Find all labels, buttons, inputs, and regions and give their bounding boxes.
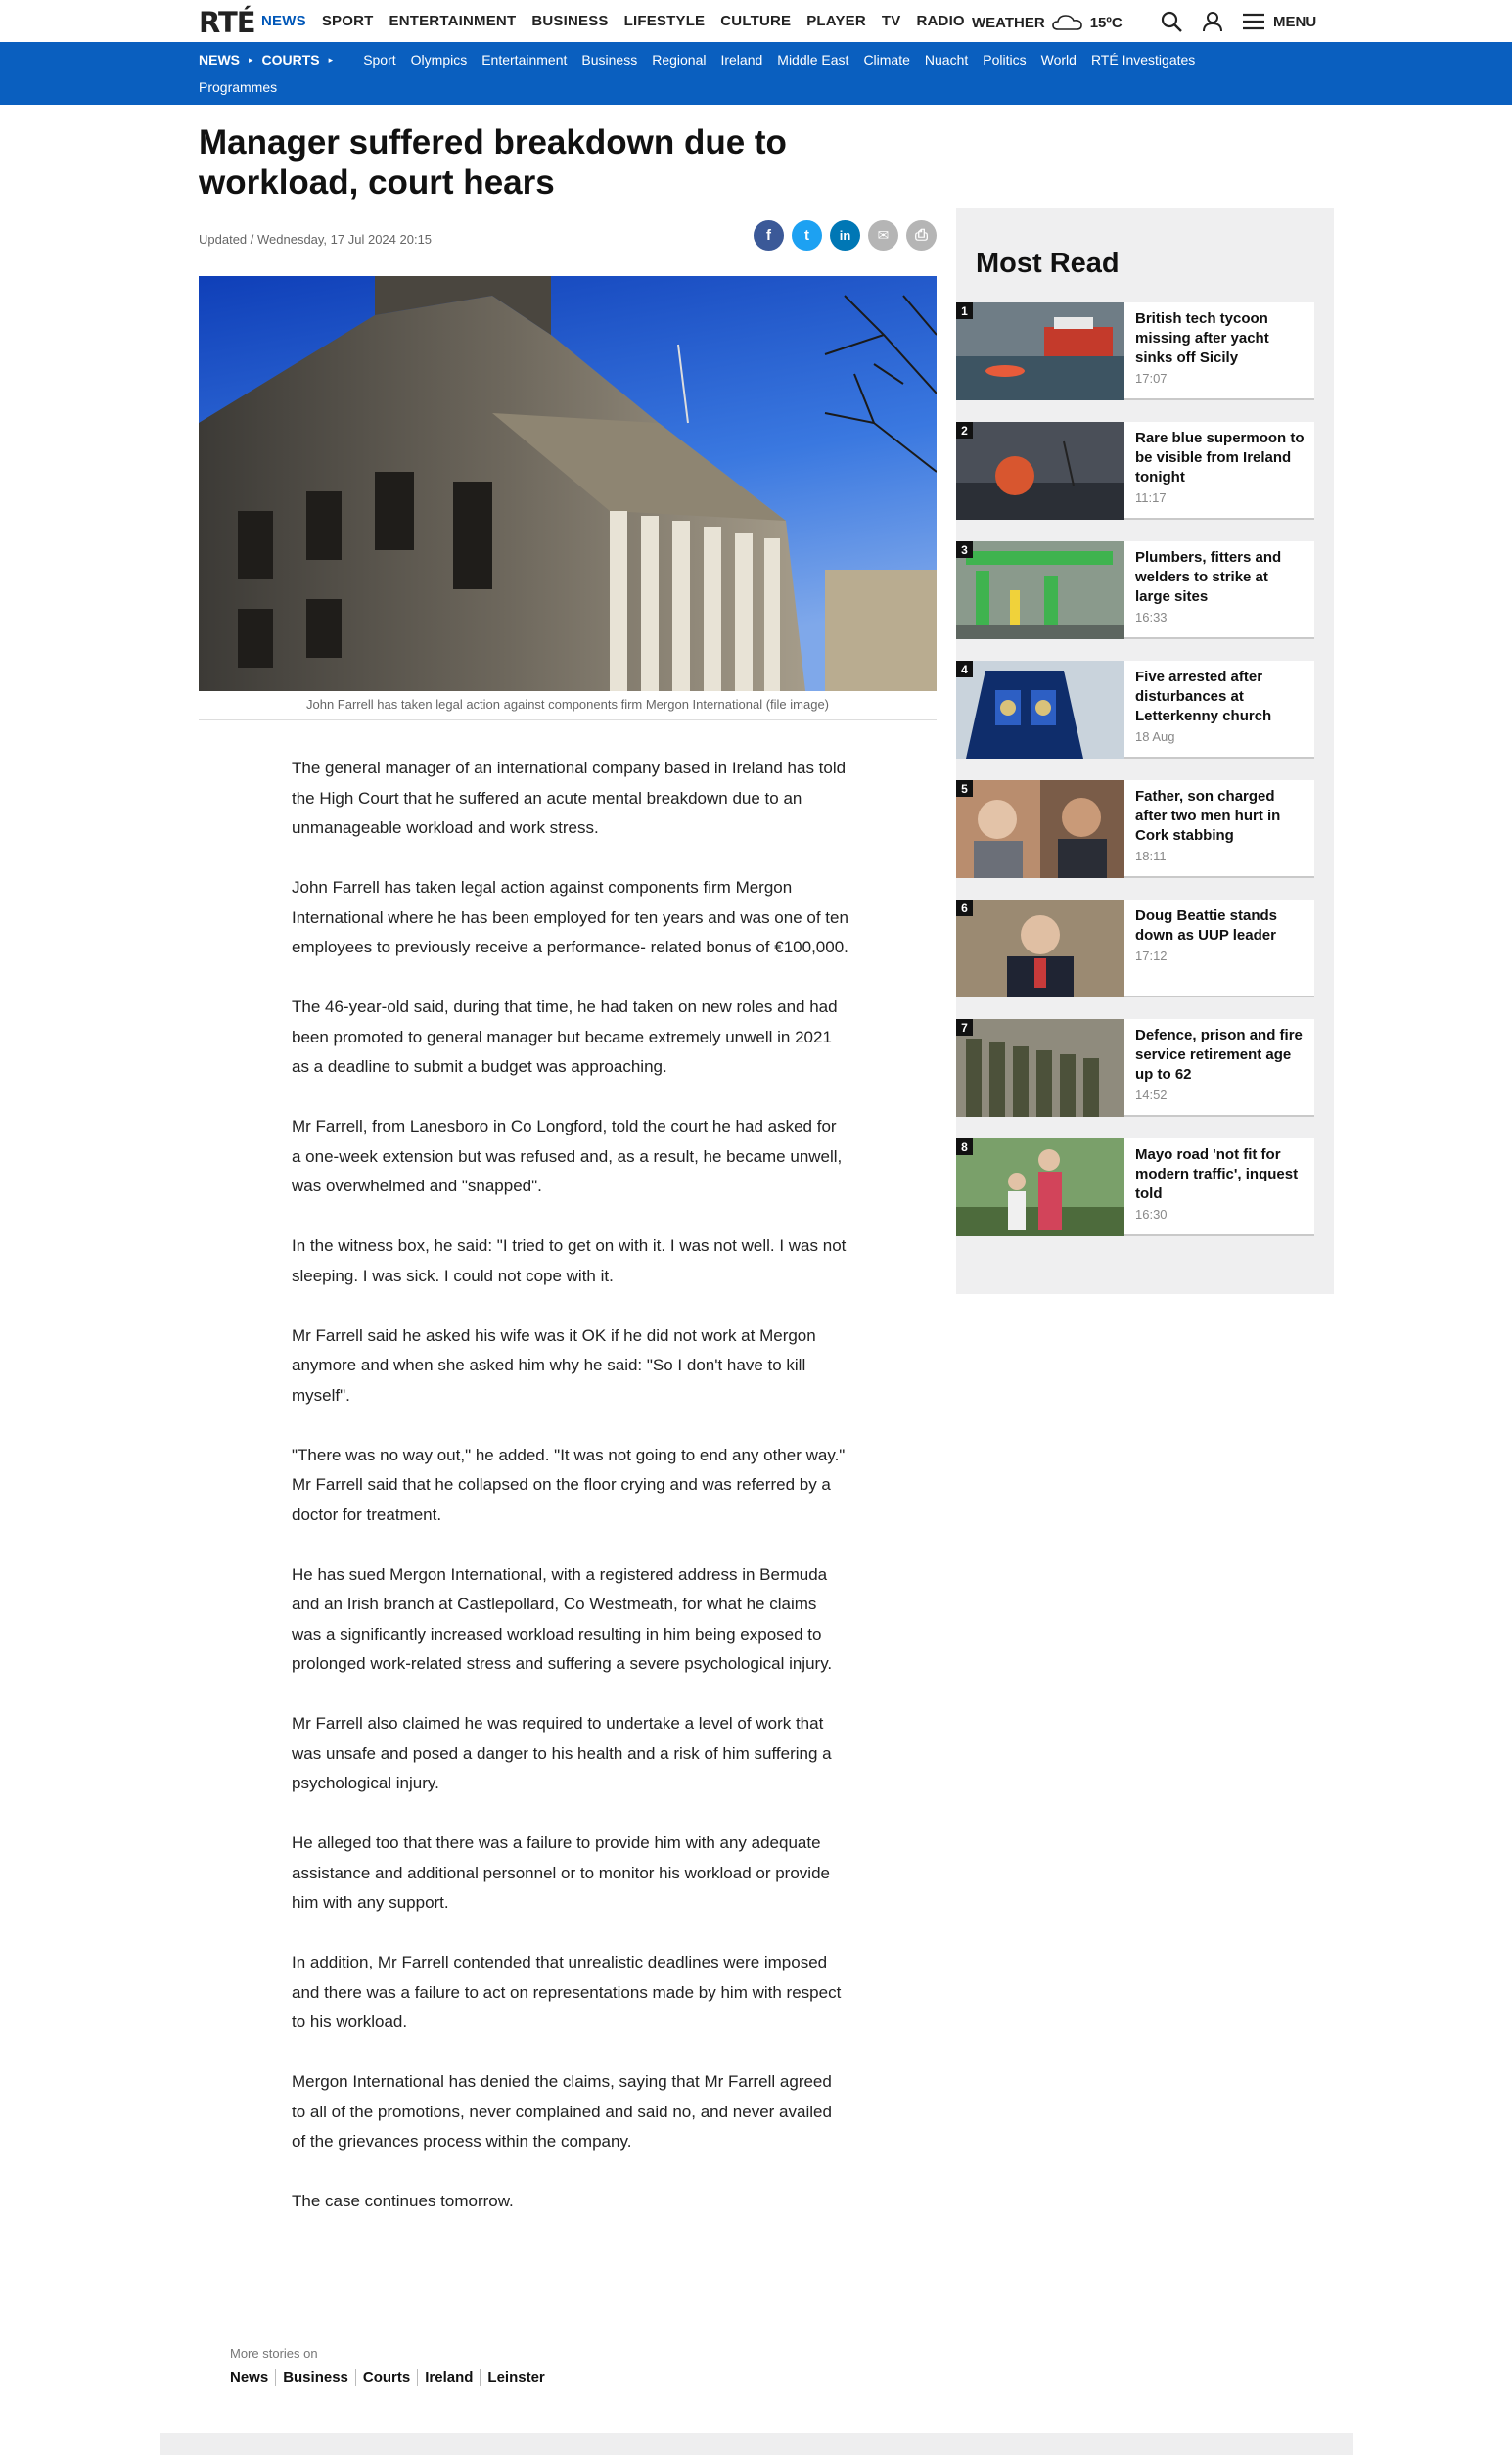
most-read-sidebar	[956, 208, 1334, 1294]
tag-news[interactable]: News	[230, 2369, 276, 2386]
more-stories	[230, 2346, 552, 2386]
most-read-text	[1135, 787, 1306, 863]
article-paragraph: He alleged too that there was a failure to provide him with any adequate assistance and additional personnel or to monitor his workload or provide him with any support.	[292, 1833, 830, 1912]
rank-badge: 6	[956, 900, 973, 916]
nav-lifestyle[interactable]: LIFESTYLE	[623, 13, 706, 29]
subnav-row	[199, 52, 1195, 68]
rank-badge: 8	[956, 1138, 973, 1155]
most-read-headline: Mayo road 'not fit for modern traffic', inquest told	[1135, 1146, 1299, 1202]
most-read-time: 17:12	[1135, 949, 1168, 963]
nav-news[interactable]: NEWS	[261, 13, 306, 29]
email-share-icon[interactable]: ✉	[868, 220, 898, 251]
article-paragraph: The 46-year-old said, during that time, he had taken on new roles and had been promoted to general manager but became extremely unwell in 2021 as a deadline to submit a budget was approaching.	[292, 997, 838, 1076]
article-paragraph: He has sued Mergon International, with a registered address in Bermuda and an Irish branch at Castlepollard, Co Westmeath, for what he claims was a significantly increased workload resulting in him being exposed to prolonged work-related stress and suffering a severe psychological injury.	[292, 1564, 833, 1673]
hamburger-menu-icon[interactable]	[1242, 10, 1265, 33]
nav-player[interactable]: PLAYER	[806, 13, 866, 29]
most-read-item[interactable]	[956, 1138, 1314, 1236]
most-read-item[interactable]	[956, 1019, 1314, 1117]
thumbnail	[956, 780, 1124, 878]
article-paragraph: In addition, Mr Farrell contended that unrealistic deadlines were imposed and there was a failure to act on representations made by him with respect to his workload.	[292, 1953, 842, 2031]
most-read-headline: British tech tycoon missing after yacht sinks off Sicily	[1135, 310, 1269, 366]
rank-badge: 1	[956, 302, 973, 319]
most-read-text	[1135, 906, 1306, 963]
subnav-ireland[interactable]: Ireland	[720, 52, 763, 68]
hero-image	[199, 276, 937, 691]
article-body	[292, 754, 849, 2247]
cloud-icon	[1051, 13, 1084, 32]
updated-timestamp: Updated / Wednesday, 17 Jul 2024 20:15	[199, 232, 433, 247]
rank-badge: 7	[956, 1019, 973, 1036]
article-paragraph: Mr Farrell said he asked his wife was it OK if he did not work at Mergon anymore and when she asked him why he said: "So I don't have to kill myself".	[292, 1325, 816, 1405]
most-read-time: 17:07	[1135, 371, 1168, 386]
most-read-item[interactable]	[956, 780, 1314, 878]
subnav-politics[interactable]: Politics	[983, 52, 1027, 68]
nav-sport[interactable]: SPORT	[321, 13, 374, 29]
most-read-time: 18:11	[1135, 849, 1167, 863]
subnav-entertainment[interactable]: Entertainment	[481, 52, 568, 68]
rank-badge: 5	[956, 780, 973, 797]
more-stories-links	[230, 2369, 552, 2386]
most-read-time: 11:17	[1135, 490, 1167, 505]
top-bar	[0, 0, 1512, 42]
article-paragraph: The case continues tomorrow.	[292, 2192, 514, 2210]
most-read-time: 16:33	[1135, 610, 1168, 625]
subnav-business[interactable]: Business	[581, 52, 638, 68]
thumbnail	[956, 1019, 1124, 1117]
account-icon[interactable]	[1201, 10, 1224, 33]
most-read-headline: Doug Beattie stands down as UUP leader	[1135, 907, 1278, 944]
rank-badge: 2	[956, 422, 973, 439]
toolbar-icons	[1160, 10, 1316, 33]
most-read-time: 14:52	[1135, 1088, 1168, 1102]
twitter-share-icon[interactable]: t	[792, 220, 822, 251]
rank-badge: 3	[956, 541, 973, 558]
nav-tv[interactable]: TV	[881, 13, 901, 29]
most-read-headline: Defence, prison and fire service retirement age up to 62	[1135, 1027, 1303, 1083]
nav-entertainment[interactable]: ENTERTAINMENT	[389, 13, 517, 29]
subnav-sections	[363, 52, 1195, 68]
most-read-headline: Plumbers, fitters and welders to strike at large sites	[1135, 549, 1282, 605]
rank-badge: 4	[956, 661, 973, 677]
facebook-share-icon[interactable]: f	[754, 220, 784, 251]
more-stories-label: More stories on	[230, 2346, 318, 2361]
subnav-rte-investigates[interactable]: RTÉ Investigates	[1090, 52, 1196, 68]
most-read-time: 16:30	[1135, 1207, 1168, 1222]
menu-label[interactable]: MENU	[1273, 13, 1317, 30]
thumbnail	[956, 1138, 1124, 1236]
most-read-headline: Father, son charged after two men hurt in Cork stabbing	[1135, 788, 1281, 844]
most-read-time: 18 Aug	[1135, 729, 1175, 744]
most-read-item[interactable]	[956, 302, 1314, 400]
breadcrumb-arrow-icon: ▸	[249, 54, 253, 65]
article-paragraph: John Farrell has taken legal action against components firm Mergon International where he has been employed for ten years and was one of ten employees to previously receive a performance- related bonus of €100,000.	[292, 878, 848, 956]
most-read-item[interactable]	[956, 541, 1314, 639]
most-read-title: Most Read	[976, 248, 1120, 279]
most-read-item[interactable]	[956, 422, 1314, 520]
most-read-text	[1135, 1026, 1306, 1102]
article-paragraph: Mr Farrell also claimed he was required to undertake a level of work that was unsafe and posed a danger to his health and a risk of him suffering a psychological injury.	[292, 1714, 832, 1792]
temperature: 15ºC	[1089, 14, 1123, 31]
most-read-headline: Five arrested after disturbances at Letterkenny church	[1135, 669, 1272, 724]
tag-leinster[interactable]: Leinster	[487, 2369, 545, 2386]
subnav-climate[interactable]: Climate	[863, 52, 910, 68]
breadcrumb-arrow-icon: ▸	[328, 54, 334, 65]
article-paragraph: "There was no way out," he added. "It was not going to end any other way." Mr Farrell said that he collapsed on the floor crying and was referred by a doctor for treatment.	[292, 1445, 846, 1524]
nav-culture[interactable]: CULTURE	[720, 13, 792, 29]
section-subnav	[0, 42, 1512, 105]
weather-widget[interactable]	[972, 13, 1123, 32]
nav-radio[interactable]: RADIO	[916, 13, 965, 29]
breadcrumb-news[interactable]: NEWS	[199, 52, 240, 68]
subnav-nuacht[interactable]: Nuacht	[924, 52, 969, 68]
breadcrumb-courts[interactable]: COURTS	[261, 52, 320, 68]
subnav-sport[interactable]: Sport	[363, 52, 396, 68]
most-read-text	[1135, 1145, 1306, 1222]
footer-strip	[160, 2433, 1353, 2455]
thumbnail	[956, 541, 1124, 639]
tag-ireland[interactable]: Ireland	[418, 2369, 481, 2386]
thumbnail	[956, 422, 1124, 520]
thumbnail	[956, 302, 1124, 400]
most-read-item[interactable]	[956, 900, 1314, 997]
rte-logo[interactable]: RTÉ	[199, 6, 255, 39]
nav-business[interactable]: BUSINESS	[531, 13, 609, 29]
linkedin-share-icon[interactable]: in	[830, 220, 860, 251]
article-paragraph: Mergon International has denied the claims, saying that Mr Farrell agreed to all of the promotions, never complained and said no, and never availed of the grievances process within the company.	[292, 2072, 832, 2151]
article-paragraph: Mr Farrell, from Lanesboro in Co Longford, told the court he had asked for a one-week extension but was refused and, as a result, he became unwell, was overwhelmed and "snapped".	[292, 1117, 843, 1195]
thumbnail	[956, 661, 1124, 759]
subnav-olympics[interactable]: Olympics	[410, 52, 468, 68]
article-paragraph: In the witness box, he said: "I tried to get on with it. I was not well. I was not sleeping. I was sick. I could not cope with it.	[292, 1236, 847, 1285]
most-read-text	[1135, 548, 1306, 625]
page-title: Manager suffered breakdown due to workload, court hears	[199, 123, 787, 202]
most-read-item[interactable]	[956, 661, 1314, 759]
image-caption: John Farrell has taken legal action against components firm Mergon International (file image)	[199, 697, 937, 720]
weather-label: WEATHER	[972, 14, 1045, 31]
most-read-text	[1135, 309, 1306, 386]
main-nav	[261, 13, 981, 29]
most-read-text	[1135, 429, 1306, 505]
subnav-programmes[interactable]: Programmes	[199, 79, 278, 95]
share-buttons	[754, 220, 937, 251]
subnav-regional[interactable]: Regional	[652, 52, 707, 68]
most-read-list	[956, 302, 1314, 1258]
article-paragraph: The general manager of an international company based in Ireland has told the High Court that he suffered an acute mental breakdown due to an unmanageable workload and work stress.	[292, 759, 847, 837]
tag-courts[interactable]: Courts	[356, 2369, 418, 2386]
most-read-text	[1135, 668, 1306, 744]
print-icon[interactable]: ⎙	[906, 220, 937, 251]
subnav-middle-east[interactable]: Middle East	[777, 52, 849, 68]
search-icon[interactable]	[1160, 10, 1183, 33]
subnav-world[interactable]: World	[1040, 52, 1077, 68]
thumbnail	[956, 900, 1124, 997]
tag-business[interactable]: Business	[276, 2369, 356, 2386]
most-read-headline: Rare blue supermoon to be visible from Ireland tonight	[1135, 430, 1305, 486]
